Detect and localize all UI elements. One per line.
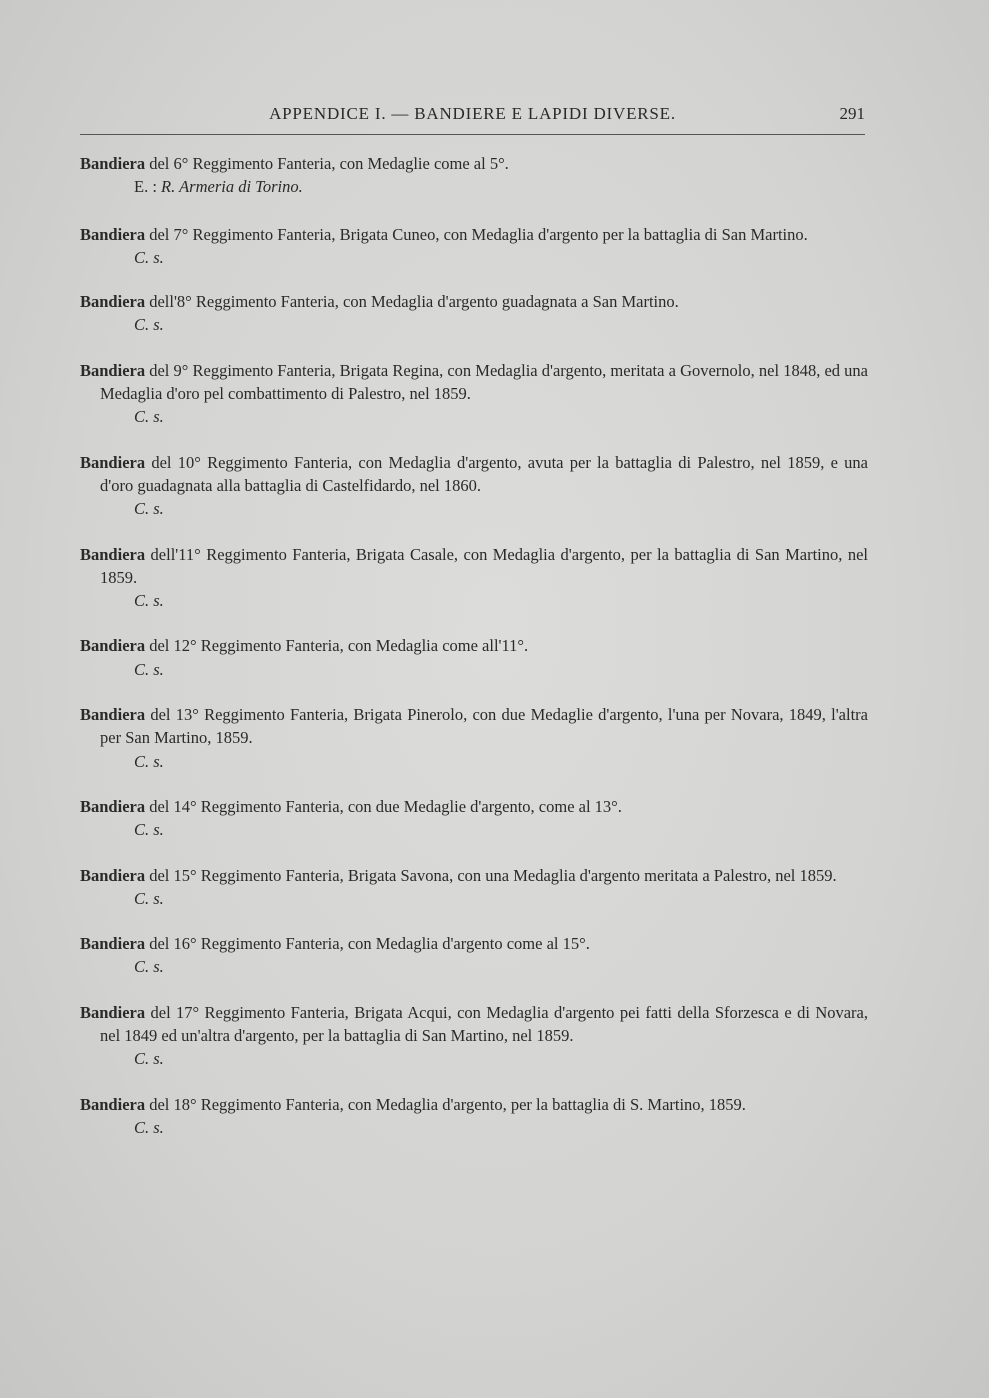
header-rule xyxy=(80,134,865,135)
flag-entry xyxy=(80,290,868,337)
entry-keyword: Bandiera xyxy=(80,1002,146,1022)
entry-body: del 18° Reggimento Fanteria, con Medaglia d'argento, per la battaglia di S. Martino, 1859. xyxy=(145,1094,746,1114)
source-text: R. Armeria di Torino. xyxy=(161,177,303,197)
entry-body: del 13° Reggimento Fanteria, Brigata Pinerolo, con due Medaglie d'argento, l'una per Novara, 1849, l'altra per San Martino, 1859. xyxy=(100,705,868,748)
entry-source xyxy=(80,658,868,681)
flag-entry xyxy=(80,359,868,429)
entry-source xyxy=(80,175,868,198)
source-text: C. s. xyxy=(134,1117,164,1137)
entry-list xyxy=(80,152,868,1139)
entry-text xyxy=(80,359,868,406)
entry-body: dell'8° Reggimento Fanteria, con Medaglia d'argento guadagnata a San Martino. xyxy=(145,292,679,312)
entry-body: del 6° Reggimento Fanteria, con Medaglie come al 5°. xyxy=(145,154,509,173)
entry-text xyxy=(80,932,868,955)
entry-text xyxy=(80,634,868,657)
entry-body: del 12° Reggimento Fanteria, con Medaglia come all'11°. xyxy=(145,636,529,656)
entry-source xyxy=(80,955,868,978)
entry-keyword: Bandiera xyxy=(80,796,146,816)
source-text: C. s. xyxy=(134,591,164,611)
flag-entry xyxy=(80,451,868,521)
entry-source xyxy=(80,497,868,520)
entry-text xyxy=(80,543,868,590)
entry-source xyxy=(80,750,868,773)
running-header xyxy=(80,104,865,128)
source-prefix: E. : xyxy=(134,177,162,197)
entry-keyword: Bandiera xyxy=(80,865,146,885)
entry-text xyxy=(80,451,868,498)
flag-entry xyxy=(80,223,868,270)
entry-text xyxy=(80,795,868,818)
source-text: C. s. xyxy=(134,407,164,427)
entry-keyword: Bandiera xyxy=(80,224,146,244)
entry-text xyxy=(80,1001,868,1048)
entry-keyword: Bandiera xyxy=(80,154,146,173)
flag-entry xyxy=(80,864,868,911)
entry-body: del 15° Reggimento Fanteria, Brigata Savona, con una Medaglia d'argento meritata a Palestro, nel 1859. xyxy=(145,865,837,885)
header-title: APPENDICE I. — BANDIERE E LAPIDI DIVERSE. xyxy=(269,104,676,123)
source-text: C. s. xyxy=(134,820,164,840)
entry-body: del 9° Reggimento Fanteria, Brigata Regina, con Medaglia d'argento, meritata a Governolo, nel 1848, ed una Medaglia d'oro pel combattimento di Palestro, nel 1859. xyxy=(100,360,868,404)
source-text: C. s. xyxy=(134,247,164,267)
entry-body: del 17° Reggimento Fanteria, Brigata Acqui, con Medaglia d'argento pei fatti della Sforzesca e di Novara, nel 1849 ed un'altra d'argento, per la battaglia di San Martino, nel 1859. xyxy=(100,1002,868,1046)
entry-text xyxy=(80,223,868,246)
source-text: C. s. xyxy=(134,751,164,771)
flag-entry xyxy=(80,543,868,613)
entry-keyword: Bandiera xyxy=(80,636,146,656)
entry-keyword: Bandiera xyxy=(80,544,146,564)
page-number: 291 xyxy=(839,104,865,123)
entry-source xyxy=(80,1116,868,1139)
entry-body: del 7° Reggimento Fanteria, Brigata Cuneo, con Medaglia d'argento per la battaglia di San Martino. xyxy=(145,224,808,244)
entry-body: del 10° Reggimento Fanteria, con Medaglia d'argento, avuta per la battaglia di Palestro, nel 1859, e una d'oro guadagnata alla battaglia di Castelfidardo, nel 1860. xyxy=(100,452,868,495)
entry-body: del 14° Reggimento Fanteria, con due Medaglie d'argento, come al 13°. xyxy=(145,796,622,816)
flag-entry xyxy=(80,1093,868,1140)
flag-entry xyxy=(80,932,868,979)
entry-keyword: Bandiera xyxy=(80,934,146,954)
source-text: C. s. xyxy=(134,315,164,335)
entry-text xyxy=(80,152,868,175)
entry-text xyxy=(80,864,868,887)
entry-source xyxy=(80,589,868,612)
entry-body: del 16° Reggimento Fanteria, con Medaglia d'argento come al 15°. xyxy=(145,934,590,954)
entry-keyword: Bandiera xyxy=(80,360,146,380)
flag-entry xyxy=(80,795,868,842)
entry-source xyxy=(80,405,868,428)
source-text: C. s. xyxy=(134,1049,164,1069)
entry-source xyxy=(80,1047,868,1070)
flag-entry xyxy=(80,703,868,773)
source-text: C. s. xyxy=(134,499,164,519)
entry-keyword: Bandiera xyxy=(80,705,146,725)
entry-source xyxy=(80,313,868,336)
flag-entry xyxy=(80,1001,868,1071)
source-text: C. s. xyxy=(134,888,164,908)
entry-text xyxy=(80,1093,868,1116)
entry-text xyxy=(80,703,868,750)
entry-keyword: Bandiera xyxy=(80,292,146,312)
source-text: C. s. xyxy=(134,659,164,679)
flag-entry xyxy=(80,152,868,199)
entry-source xyxy=(80,246,868,269)
entry-source xyxy=(80,818,868,841)
flag-entry xyxy=(80,634,868,681)
entry-keyword: Bandiera xyxy=(80,452,146,472)
entry-keyword: Bandiera xyxy=(80,1094,146,1114)
entry-text xyxy=(80,290,868,313)
entry-source xyxy=(80,887,868,910)
source-text: C. s. xyxy=(134,957,164,977)
entry-body: dell'11° Reggimento Fanteria, Brigata Casale, con Medaglia d'argento, per la battaglia di San Martino, nel 1859. xyxy=(100,544,868,587)
